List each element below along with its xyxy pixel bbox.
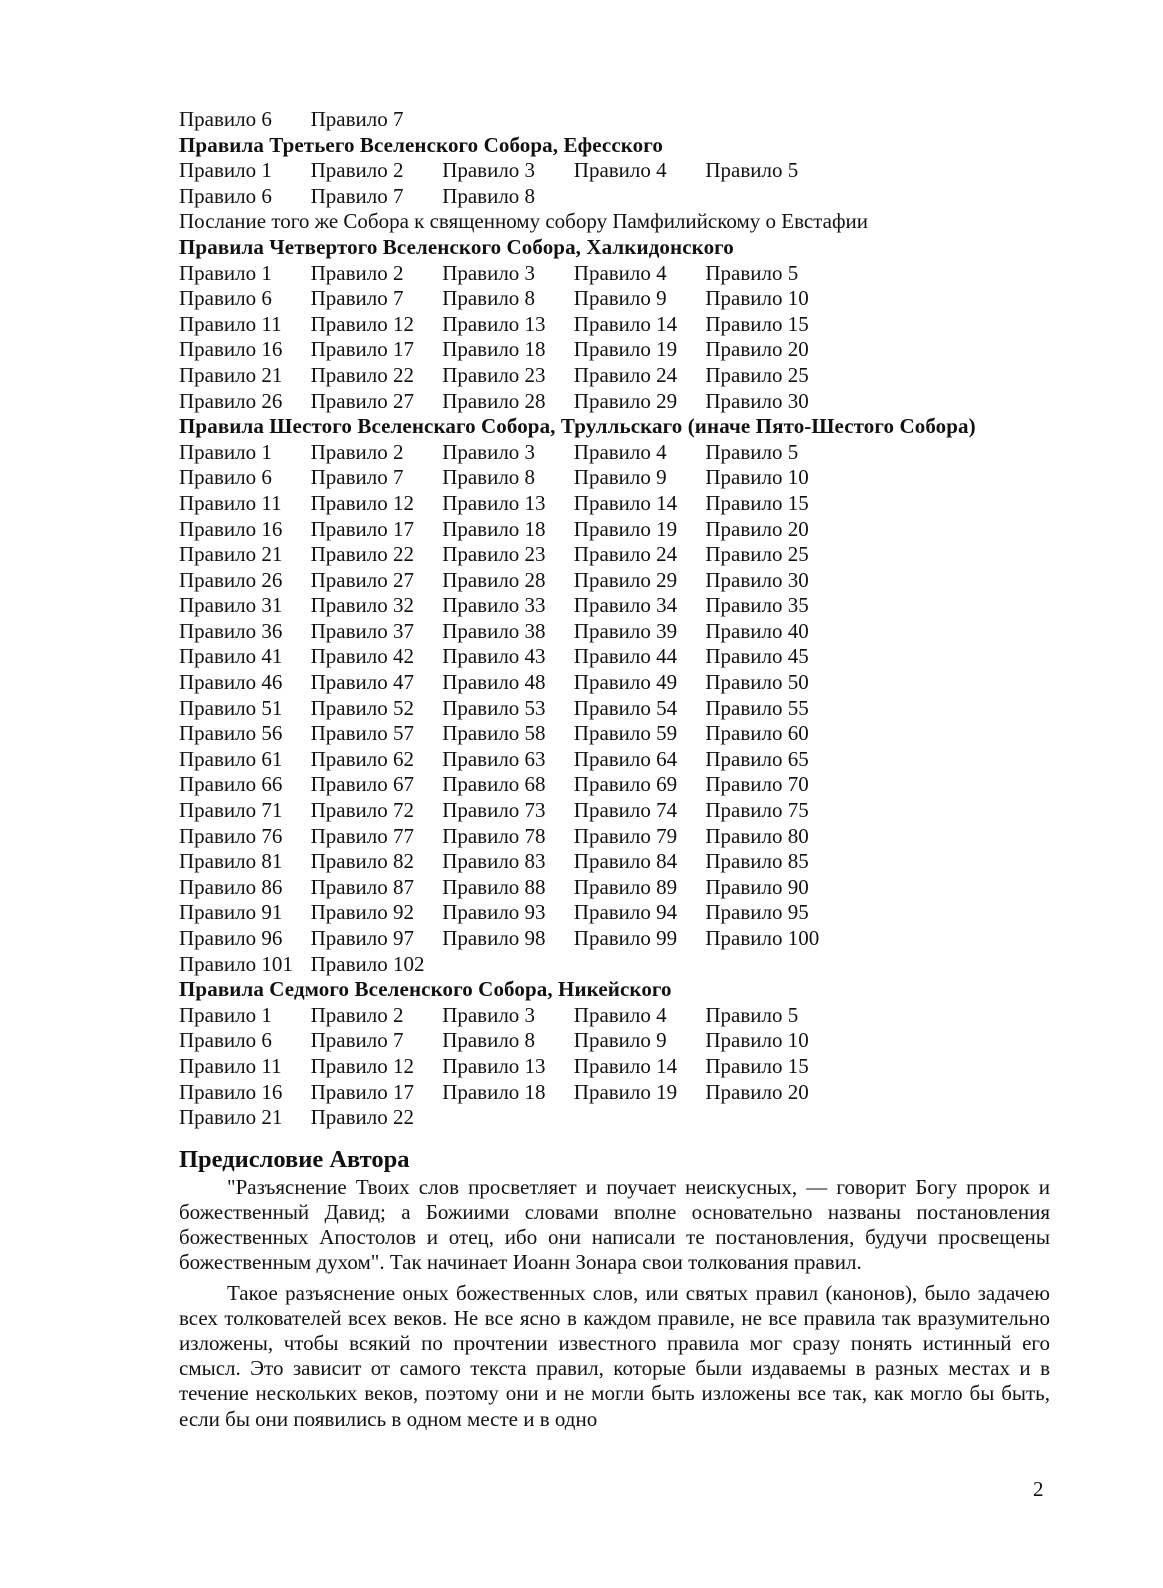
toc-entry[interactable]: Правило 41 [179, 644, 283, 669]
toc-entry[interactable]: Правило 27 [310, 567, 414, 592]
preface-paragraph: "Разъяснение Твоих слов просветляет и поучает неискусных, — говорит Богу пророк и божественный Давид; а Божиими словами вполне основательно названы постановления божественных Апостолов и отец, ибо они написали те постановления, будучи просвещены божественным духом". Так начинает Иоанн Зонара свои толкования правил. [179, 1174, 1050, 1275]
toc-entry[interactable]: Правило 83 [442, 849, 546, 874]
toc-entry[interactable]: Правило 84 [573, 849, 678, 874]
toc-entry[interactable]: Правило 86 [179, 874, 283, 899]
toc-entry[interactable]: Правило 85 [705, 849, 809, 874]
toc-entry[interactable]: Правило 59 [573, 721, 678, 746]
toc-row [179, 312, 1050, 338]
toc-entry[interactable]: Правило 17 [310, 337, 414, 362]
toc-row [179, 363, 1050, 389]
toc-row [179, 772, 1050, 798]
toc-entry[interactable]: Правило 44 [573, 644, 678, 669]
toc-entry[interactable]: Правило 74 [573, 798, 678, 823]
toc-entry[interactable]: Правило 67 [310, 772, 414, 797]
toc-row [179, 798, 1050, 824]
toc-entry[interactable]: Правило 60 [705, 721, 809, 746]
toc-section-heading[interactable]: Правила Шестого Вселенскаго Собора, Трулльскаго (иначе Пято-Шестого Собора) [179, 414, 976, 439]
toc-entry[interactable]: Правило 100 [705, 926, 820, 950]
toc-entry[interactable]: Правило 18 [442, 1079, 546, 1104]
toc-row [179, 542, 1050, 568]
toc-entry[interactable]: Правило 78 [442, 823, 546, 848]
toc-entry[interactable]: Правило 61 [179, 746, 283, 771]
toc-entry[interactable]: Правило 97 [310, 926, 414, 950]
toc-entry[interactable]: Правило 10 [705, 465, 809, 490]
toc-entry[interactable]: Правило 66 [179, 772, 283, 797]
document-page [179, 107, 1050, 1432]
toc-entry[interactable]: Правило 49 [573, 670, 678, 695]
toc-entry[interactable]: Правило 3 [442, 1002, 536, 1027]
toc-entry[interactable]: Правило 35 [705, 593, 809, 618]
toc-row [179, 1003, 1050, 1029]
toc-entry[interactable]: Правило 24 [573, 362, 678, 387]
toc-entry[interactable]: Правило 29 [573, 388, 678, 413]
toc-entry[interactable]: Правило 22 [310, 542, 414, 567]
toc-entry[interactable]: Правило 91 [179, 900, 283, 925]
toc-entry[interactable]: Правило 26 [179, 567, 283, 592]
toc-entry[interactable]: Правило 15 [705, 311, 809, 336]
toc-entry[interactable]: Правило 8 [442, 286, 536, 311]
toc-entry[interactable]: Правило 11 [179, 490, 282, 515]
toc-row [179, 491, 1050, 517]
toc-entry[interactable]: Правило 64 [573, 746, 678, 771]
toc-row [179, 261, 1050, 287]
toc-entry[interactable]: Правило 1 [179, 260, 272, 285]
toc-entry[interactable]: Правило 2 [310, 439, 404, 464]
toc-entry[interactable]: Правило 17 [310, 1079, 414, 1104]
toc-row [179, 696, 1050, 722]
toc-entry[interactable]: Правило 30 [705, 388, 809, 413]
toc-entry[interactable]: Правило 25 [705, 542, 809, 567]
toc-entry[interactable]: Правило 54 [573, 695, 678, 720]
toc-row [179, 389, 1050, 415]
toc-entry[interactable]: Правило 8 [442, 1028, 536, 1053]
toc-entry[interactable]: Правило 95 [705, 900, 809, 925]
toc-section-heading[interactable]: Правила Четвертого Вселенского Собора, Халкидонского [179, 234, 734, 259]
toc-entry[interactable]: Правило 46 [179, 670, 283, 695]
toc-entry[interactable]: Правило 28 [442, 388, 546, 413]
toc-entry[interactable]: Правило 6 [179, 286, 272, 311]
toc-entry[interactable]: Правило 80 [705, 823, 809, 848]
toc-row [179, 619, 1050, 645]
toc-entry[interactable]: Правило 28 [442, 567, 546, 592]
preface-paragraph: Такое разъяснение оных божественных слов, или святых правил (канонов), было задачею всех толкователей всех веков. Не все ясно в каждом правиле, не все правила так вразумительно изложены, чтобы всякий по прочтении известного правила мог сразу понять истинный его смысл. Это зависит от самого текста правил, которые были издаваемы в разных местах и в течение нескольких веков, поэтому они и не могли быть изложены все так, как могло бы быть, если бы они появились в одном месте и в одно [179, 1280, 1050, 1431]
toc-entry[interactable]: Правило 18 [442, 516, 546, 541]
toc-entry[interactable]: Правило 42 [310, 644, 414, 669]
toc-entry[interactable]: Правило 31 [179, 593, 283, 618]
toc-entry[interactable]: Правило 82 [310, 849, 414, 874]
toc-entry[interactable]: Правило 9 [573, 465, 667, 490]
toc-row [179, 158, 1050, 184]
toc-entry[interactable]: Правило 19 [573, 1079, 678, 1104]
toc-row [179, 107, 1050, 133]
toc-entry[interactable]: Правило 5 [705, 158, 799, 183]
toc-entry[interactable]: Правило 12 [310, 490, 414, 515]
toc-entry[interactable]: Правило 20 [705, 516, 809, 541]
toc-entry[interactable]: Правило 32 [310, 593, 414, 618]
toc-entry[interactable]: Правило 56 [179, 721, 283, 746]
toc-entry[interactable]: Правило 33 [442, 593, 546, 618]
toc-entry[interactable]: Правило 43 [442, 644, 546, 669]
toc-entry[interactable]: Правило 21 [179, 362, 283, 387]
toc-entry[interactable]: Правило 3 [442, 439, 536, 464]
toc-entry[interactable]: Правило 4 [573, 158, 667, 183]
page-number: 2 [1033, 1477, 1044, 1501]
toc-entry[interactable]: Правило 5 [705, 260, 799, 285]
toc-row [179, 286, 1050, 312]
toc-entry[interactable]: Правило 18 [442, 337, 546, 362]
toc-entry[interactable]: Правило 7 [310, 286, 404, 311]
toc-entry[interactable]: Правило 13 [442, 490, 546, 515]
toc-entry[interactable]: Правило 101 [179, 951, 293, 976]
toc-entry[interactable]: Правило 14 [573, 490, 678, 515]
preface-title: Предисловие Автора [179, 1145, 410, 1173]
toc-entry[interactable]: Правило 12 [310, 1053, 414, 1078]
toc-row [179, 1105, 1050, 1131]
toc-entry[interactable]: Правило 79 [573, 823, 678, 848]
table-of-contents [179, 107, 1050, 1131]
toc-entry[interactable]: Правило 4 [573, 439, 667, 464]
toc-entry[interactable]: Правило 6 [179, 465, 272, 490]
toc-entry[interactable]: Правило 77 [310, 823, 414, 848]
toc-entry[interactable]: Правило 11 [179, 1053, 282, 1078]
toc-entry[interactable]: Правило 2 [310, 1002, 404, 1027]
toc-entry[interactable]: Правило 39 [573, 618, 678, 643]
toc-entry[interactable]: Правило 68 [442, 772, 546, 797]
toc-entry[interactable]: Правило 15 [705, 1053, 809, 1078]
toc-entry[interactable]: Правило 8 [442, 183, 536, 208]
toc-entry[interactable]: Правило 23 [442, 542, 546, 567]
toc-entry[interactable]: Правило 7 [310, 465, 404, 490]
toc-entry[interactable]: Правило 13 [442, 1053, 546, 1078]
toc-row [179, 465, 1050, 491]
toc-entry[interactable]: Правило 27 [310, 388, 414, 413]
toc-entry[interactable]: Правило 15 [705, 490, 809, 515]
toc-entry[interactable]: Правило 7 [310, 107, 404, 131]
toc-entry[interactable]: Правило 10 [705, 1028, 809, 1053]
toc-entry[interactable]: Правило 58 [442, 721, 546, 746]
toc-extra-entry[interactable]: Послание того же Собора к священному собору Памфилийскому о Евстафии [179, 209, 869, 234]
toc-row [179, 900, 1050, 926]
toc-entry[interactable]: Правило 73 [442, 798, 546, 823]
toc-entry[interactable]: Правило 4 [573, 1002, 667, 1027]
toc-row [179, 670, 1050, 696]
toc-entry[interactable]: Правило 3 [442, 260, 536, 285]
toc-row [179, 1080, 1050, 1106]
toc-entry[interactable]: Правило 81 [179, 849, 283, 874]
toc-entry[interactable]: Правило 7 [310, 1028, 404, 1053]
toc-entry[interactable]: Правило 76 [179, 823, 283, 848]
toc-entry[interactable]: Правило 6 [179, 183, 272, 208]
toc-entry[interactable]: Правило 2 [310, 260, 404, 285]
toc-entry[interactable]: Правило 21 [179, 542, 283, 567]
toc-entry[interactable]: Правило 29 [573, 567, 678, 592]
toc-entry[interactable]: Правило 2 [310, 158, 404, 183]
toc-entry[interactable]: Правило 47 [310, 670, 414, 695]
toc-row [179, 568, 1050, 594]
toc-entry[interactable]: Правило 16 [179, 337, 283, 362]
toc-entry[interactable]: Правило 5 [705, 1002, 799, 1027]
toc-entry[interactable]: Правило 37 [310, 618, 414, 643]
toc-row [179, 721, 1050, 747]
toc-entry[interactable]: Правило 11 [179, 311, 282, 336]
toc-section-heading[interactable]: Правила Третьего Вселенского Собора, Ефесского [179, 132, 663, 157]
toc-entry[interactable]: Правило 16 [179, 516, 283, 541]
toc-row [179, 849, 1050, 875]
toc-entry[interactable]: Правило 89 [573, 874, 678, 899]
toc-entry[interactable]: Правило 75 [705, 798, 809, 823]
toc-entry[interactable]: Правило 71 [179, 798, 283, 823]
toc-entry[interactable]: Правило 53 [442, 695, 546, 720]
toc-row [179, 926, 1050, 952]
toc-entry[interactable]: Правило 9 [573, 286, 667, 311]
toc-entry[interactable]: Правило 63 [442, 746, 546, 771]
toc-entry[interactable]: Правило 30 [705, 567, 809, 592]
toc-entry[interactable]: Правило 90 [705, 874, 809, 899]
toc-entry[interactable]: Правило 14 [573, 1053, 678, 1078]
toc-entry[interactable]: Правило 17 [310, 516, 414, 541]
toc-section-heading[interactable]: Правила Седмого Вселенского Собора, Никейского [179, 977, 672, 1002]
toc-entry[interactable]: Правило 51 [179, 695, 283, 720]
toc-entry[interactable]: Правило 57 [310, 721, 414, 746]
toc-entry[interactable]: Правило 16 [179, 1079, 283, 1104]
toc-entry[interactable]: Правило 25 [705, 362, 809, 387]
toc-entry[interactable]: Правило 72 [310, 798, 414, 823]
toc-row [179, 593, 1050, 619]
toc-entry[interactable]: Правило 65 [705, 746, 809, 771]
toc-entry[interactable]: Правило 5 [705, 439, 799, 464]
toc-entry[interactable]: Правило 69 [573, 772, 678, 797]
toc-entry[interactable]: Правило 22 [310, 1105, 414, 1130]
toc-row [179, 952, 1050, 978]
toc-entry[interactable]: Правило 45 [705, 644, 809, 669]
toc-entry[interactable]: Правило 92 [310, 900, 414, 925]
toc-entry[interactable]: Правило 70 [705, 772, 809, 797]
toc-entry[interactable]: Правило 24 [573, 542, 678, 567]
toc-entry[interactable]: Правило 96 [179, 926, 283, 950]
toc-entry[interactable]: Правило 8 [442, 465, 536, 490]
toc-entry[interactable]: Правило 88 [442, 874, 546, 899]
toc-entry[interactable]: Правило 23 [442, 362, 546, 387]
toc-entry[interactable]: Правило 98 [442, 926, 546, 950]
toc-entry[interactable]: Правило 87 [310, 874, 414, 899]
toc-row [179, 824, 1050, 850]
toc-entry[interactable]: Правило 93 [442, 900, 546, 925]
toc-entry[interactable]: Правило 26 [179, 388, 283, 413]
toc-entry[interactable]: Правило 55 [705, 695, 809, 720]
toc-entry[interactable]: Правило 40 [705, 618, 809, 643]
toc-row [179, 184, 1050, 210]
toc-entry[interactable]: Правило 3 [442, 158, 536, 183]
toc-entry[interactable]: Правило 36 [179, 618, 283, 643]
toc-entry[interactable]: Правило 9 [573, 1028, 667, 1053]
toc-entry[interactable]: Правило 1 [179, 439, 272, 464]
toc-row [179, 875, 1050, 901]
toc-row [179, 644, 1050, 670]
toc-entry[interactable]: Правило 20 [705, 337, 809, 362]
toc-entry[interactable]: Правило 34 [573, 593, 678, 618]
toc-entry[interactable]: Правило 102 [310, 951, 425, 976]
toc-entry[interactable]: Правило 38 [442, 618, 546, 643]
toc-entry[interactable]: Правило 6 [179, 1028, 272, 1053]
toc-entry[interactable]: Правило 19 [573, 516, 678, 541]
toc-row [179, 517, 1050, 543]
toc-entry[interactable]: Правило 99 [573, 926, 678, 950]
toc-entry[interactable]: Правило 13 [442, 311, 546, 336]
toc-row [179, 440, 1050, 466]
toc-entry[interactable]: Правило 1 [179, 1002, 272, 1027]
toc-row [179, 1054, 1050, 1080]
toc-row [179, 337, 1050, 363]
toc-entry[interactable]: Правило 52 [310, 695, 414, 720]
toc-entry[interactable]: Правило 20 [705, 1079, 809, 1104]
preface-body [179, 1175, 1050, 1432]
toc-entry[interactable]: Правило 14 [573, 311, 678, 336]
toc-entry[interactable]: Правило 7 [310, 183, 404, 208]
toc-entry[interactable]: Правило 12 [310, 311, 414, 336]
toc-row [179, 747, 1050, 773]
toc-row [179, 1028, 1050, 1054]
toc-entry[interactable]: Правило 22 [310, 362, 414, 387]
toc-entry[interactable]: Правило 94 [573, 900, 678, 925]
toc-entry[interactable]: Правило 50 [705, 670, 809, 695]
toc-entry[interactable]: Правило 19 [573, 337, 678, 362]
toc-entry[interactable]: Правило 1 [179, 158, 272, 183]
toc-entry[interactable]: Правило 21 [179, 1105, 283, 1130]
toc-entry[interactable]: Правило 4 [573, 260, 667, 285]
toc-entry[interactable]: Правило 48 [442, 670, 546, 695]
toc-entry[interactable]: Правило 10 [705, 286, 809, 311]
toc-entry[interactable]: Правило 6 [179, 107, 272, 131]
toc-entry[interactable]: Правило 62 [310, 746, 414, 771]
